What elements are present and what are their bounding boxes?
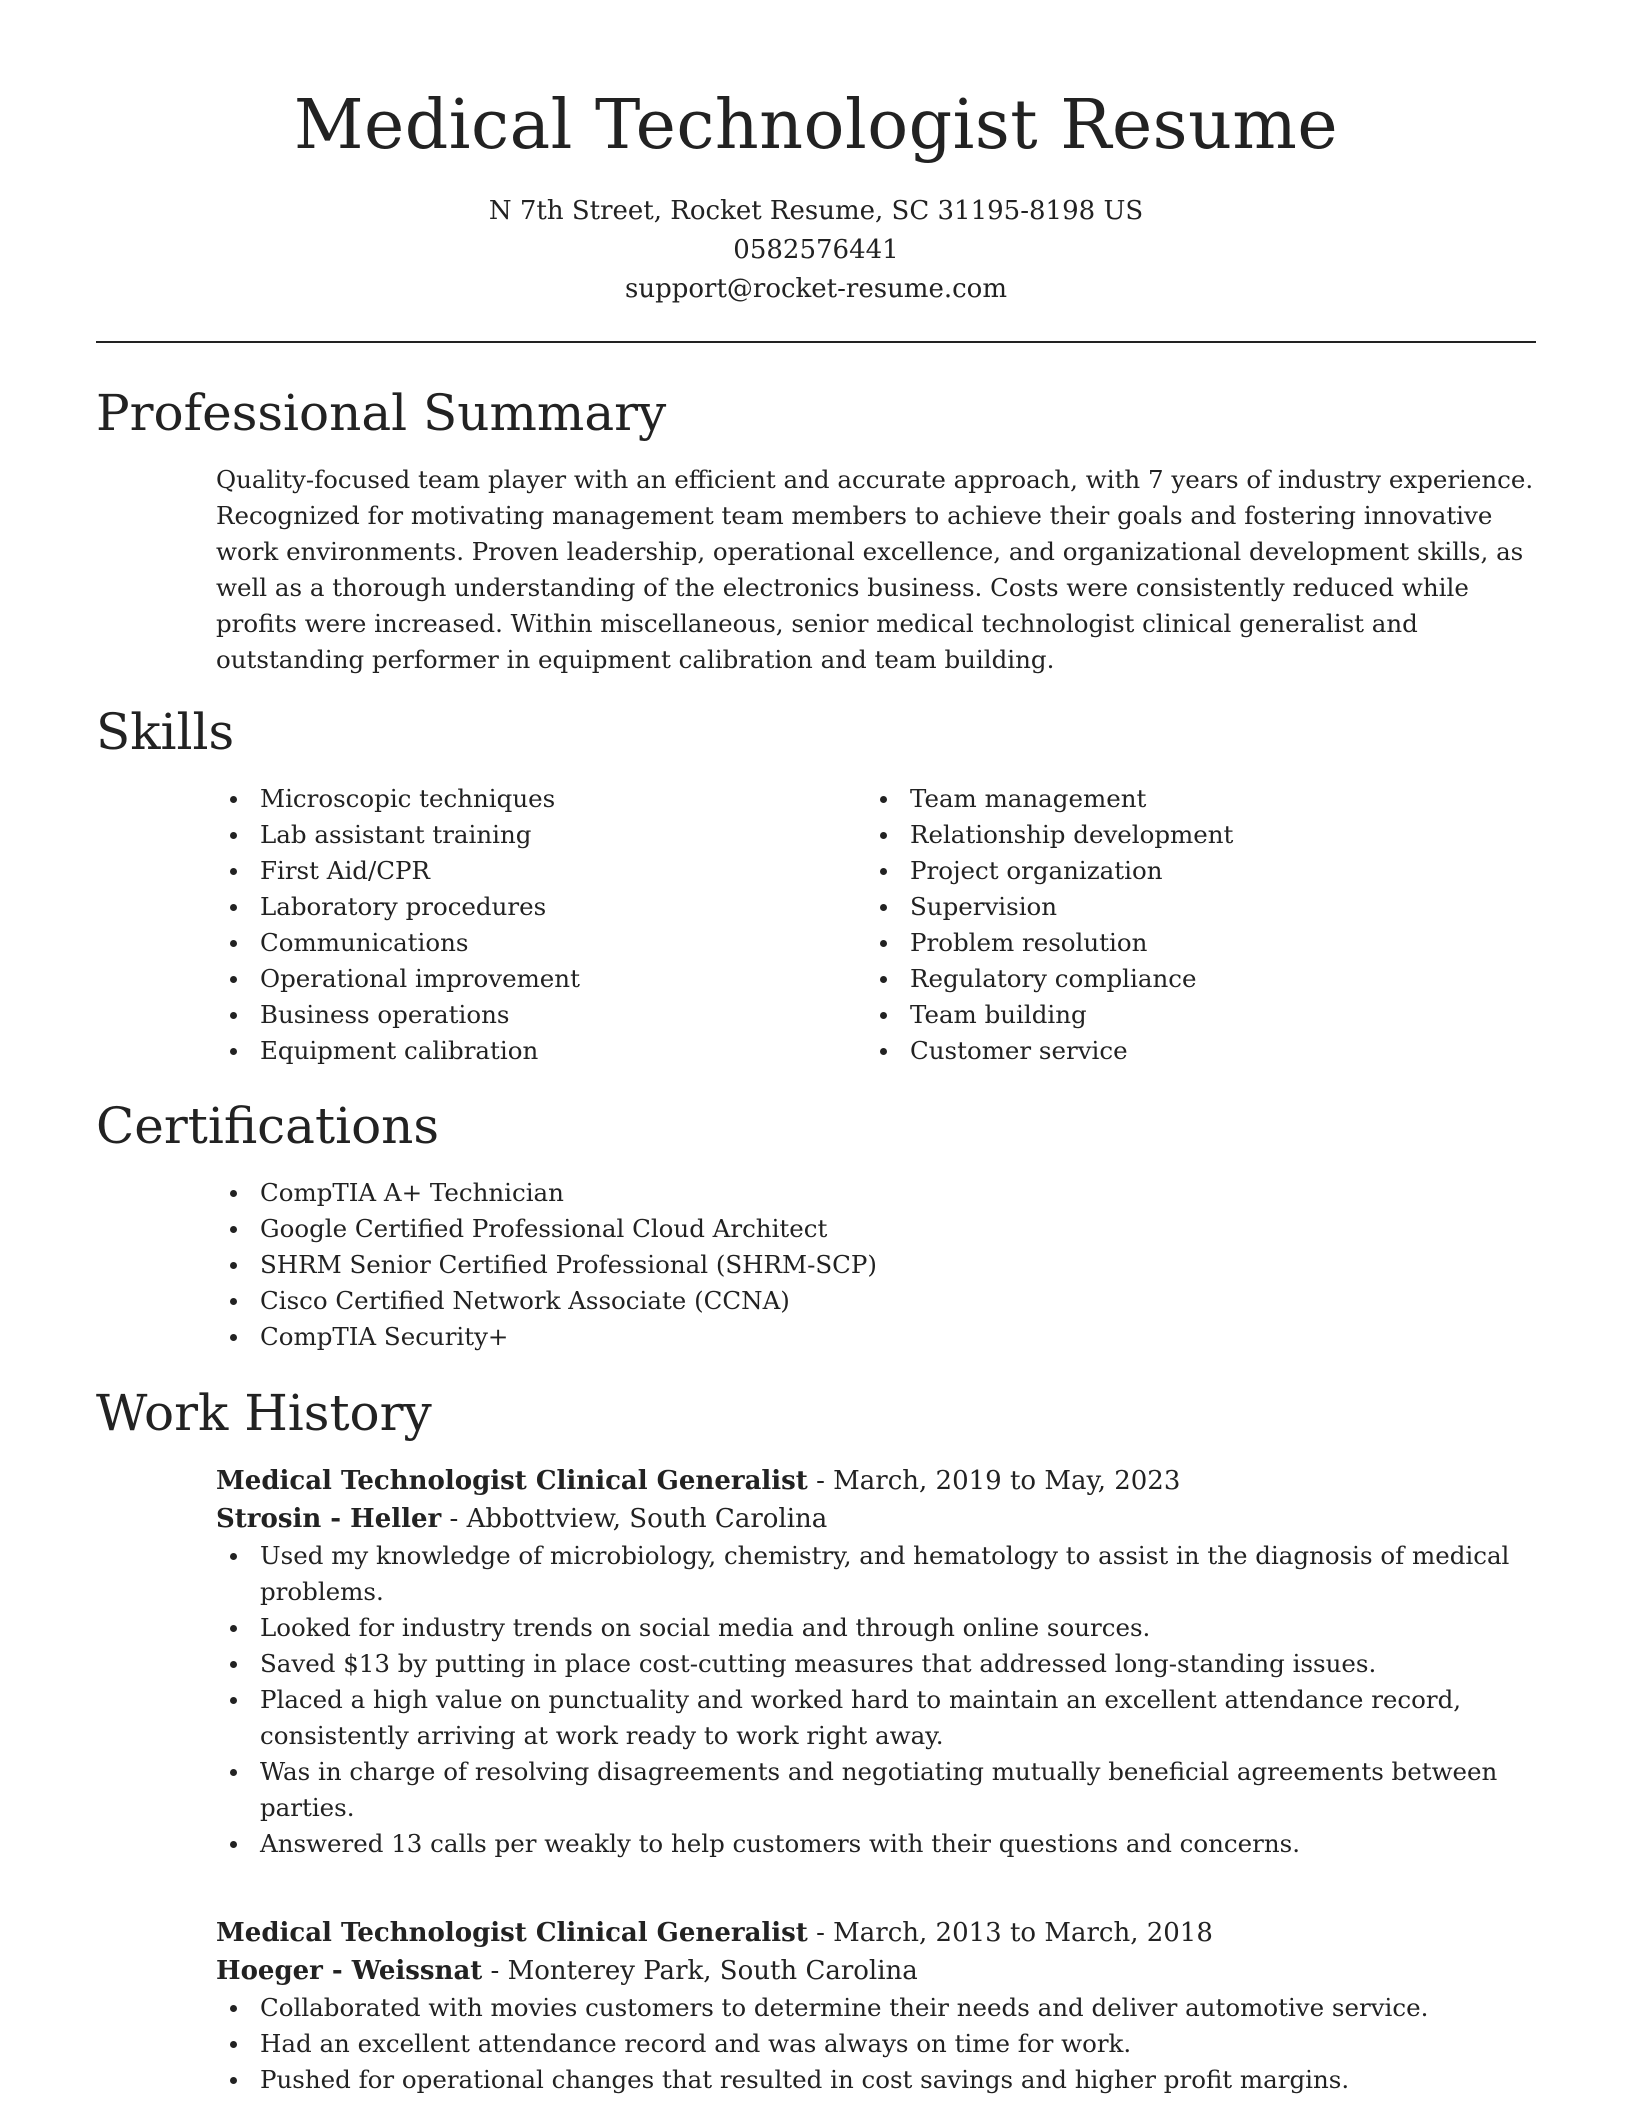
skills-heading: Skills: [96, 703, 235, 761]
job-dates: - March, 2013 to March, 2018: [807, 1918, 1213, 1948]
work-history-heading: Work History: [96, 1384, 432, 1442]
certification-item: CompTIA Security+: [216, 1319, 1536, 1355]
job-entry: [216, 1462, 1536, 1862]
job-title: Medical Technologist Clinical Generalist: [216, 1466, 808, 1496]
job-bullet: Looked for industry trends on social media and through online sources.: [216, 1610, 1536, 1646]
skill-item: Communications: [216, 925, 816, 961]
address-text: N 7th Street, Rocket Resume, SC 31195-8198 US: [488, 196, 1144, 226]
header-divider: [96, 341, 1536, 343]
email-text: support@rocket-resume.com: [624, 274, 1007, 304]
skill-item: Lab assistant training: [216, 817, 816, 853]
job-title: Medical Technologist Clinical Generalist: [216, 1918, 808, 1948]
skill-item: Laboratory procedures: [216, 889, 816, 925]
certification-item: SHRM Senior Certified Professional (SHRM-SCP): [216, 1247, 1536, 1283]
job-company-line: [216, 1952, 1536, 1990]
skills-column-right: [866, 781, 1466, 1069]
job-company: Strosin - Heller: [216, 1504, 442, 1534]
summary-text: Quality-focused team player with an efficient and accurate approach, with 7 years of industry experience. Recognized for motivating management team members to achieve their goals and fostering innovative work environments. Proven leadership, operational excellence, and organizational development skills, as well as a thorough understanding of the electronics business. Costs were consistently reduced while profits were increased. Within miscellaneous, senior medical technologist clinical generalist and outstanding performer in equipment calibration and team building.: [216, 465, 1534, 674]
skills-column-left: [216, 781, 816, 1069]
certification-item: Cisco Certified Network Associate (CCNA): [216, 1283, 1536, 1319]
skill-item: Operational improvement: [216, 961, 816, 997]
job-location: - Monterey Park, South Carolina: [482, 1956, 918, 1986]
contact-info: [0, 192, 1632, 309]
phone-text: 0582576441: [733, 235, 899, 265]
job-bullet: Collaborated with movies customers to determine their needs and deliver automotive service.: [216, 1990, 1536, 2026]
summary-heading: Professional Summary: [96, 384, 667, 442]
job-bullet: Had an excellent attendance record and was always on time for work.: [216, 2026, 1536, 2062]
job-company: Hoeger - Weissnat: [216, 1956, 483, 1986]
certifications-list: [216, 1175, 1536, 1355]
job-location: - Abbottview, South Carolina: [441, 1504, 828, 1534]
skill-item: Supervision: [866, 889, 1466, 925]
skill-item: Microscopic techniques: [216, 781, 816, 817]
job-bullets: [216, 1990, 1536, 2098]
job-title-line: [216, 1914, 1536, 1952]
skill-item: Relationship development: [866, 817, 1466, 853]
job-entry: [216, 1914, 1536, 2098]
job-company-line: [216, 1500, 1536, 1538]
skill-item: Team building: [866, 997, 1466, 1033]
skill-item: Team management: [866, 781, 1466, 817]
resume-title: Medical Technologist Resume: [293, 86, 1339, 165]
certification-item: CompTIA A+ Technician: [216, 1175, 1536, 1211]
job-bullet: Was in charge of resolving disagreements and negotiating mutually beneficial agreements between parties.: [216, 1754, 1536, 1826]
job-bullet: Pushed for operational changes that resulted in cost savings and higher profit margins.: [216, 2062, 1536, 2098]
job-bullet: Used my knowledge of microbiology, chemistry, and hematology to assist in the diagnosis of medical problems.: [216, 1538, 1536, 1610]
certification-item: Google Certified Professional Cloud Architect: [216, 1211, 1536, 1247]
resume-header: [0, 84, 1632, 309]
job-bullet: Answered 13 calls per weakly to help customers with their questions and concerns.: [216, 1826, 1536, 1862]
job-bullet: Saved $13 by putting in place cost-cutting measures that addressed long-standing issues.: [216, 1646, 1536, 1682]
skill-item: Equipment calibration: [216, 1033, 816, 1069]
skill-item: Project organization: [866, 853, 1466, 889]
certifications-heading: Certifications: [96, 1097, 440, 1155]
job-title-line: [216, 1462, 1536, 1500]
skill-item: Customer service: [866, 1033, 1466, 1069]
skill-item: First Aid/CPR: [216, 853, 816, 889]
job-bullets: [216, 1538, 1536, 1862]
skill-item: Business operations: [216, 997, 816, 1033]
skill-item: Problem resolution: [866, 925, 1466, 961]
skill-item: Regulatory compliance: [866, 961, 1466, 997]
job-dates: - March, 2019 to May, 2023: [807, 1466, 1181, 1496]
job-bullet: Placed a high value on punctuality and worked hard to maintain an excellent attendance record, consistently arriving at work ready to work right away.: [216, 1682, 1536, 1754]
